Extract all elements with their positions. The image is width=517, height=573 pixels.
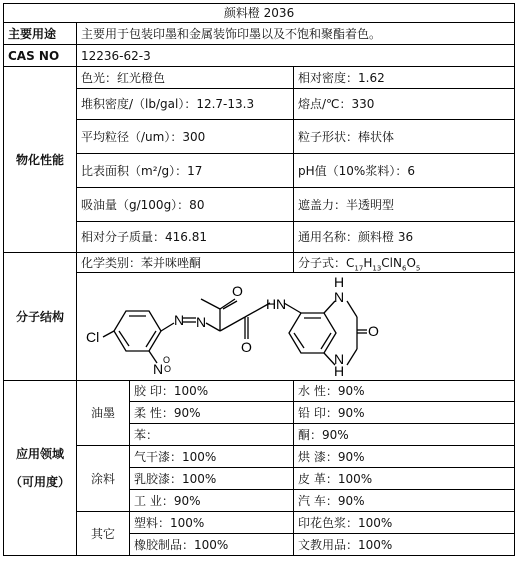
app-item: 橡胶制品：100% — [130, 534, 294, 556]
app-item: 柔 性：90% — [130, 402, 294, 424]
applications-label: 应用领域 （可用度） — [4, 381, 77, 556]
app-item: 文教用品：100% — [294, 534, 515, 556]
app-group-coating: 涂料 — [77, 446, 130, 512]
app-group-other: 其它 — [77, 512, 130, 556]
physchem-left: 吸油量（g/100g）：80 — [77, 188, 294, 222]
physchem-left: 平均粒径（/um）：300 — [77, 120, 294, 154]
cas-value: 12236-62-3 — [77, 45, 515, 67]
app-item: 印花色浆：100% — [294, 512, 515, 534]
imidazolone-o-atom: O — [368, 323, 379, 339]
physchem-right: pH值（10%浆料）：6 — [294, 154, 515, 188]
physchem-left: 堆积密度/（lb/gal）：12.7-13.3 — [77, 89, 294, 120]
nitro-o-atom: O — [163, 355, 171, 365]
app-item: 烘 漆：90% — [294, 446, 515, 468]
app-group-ink: 油墨 — [77, 381, 130, 446]
app-item: 苯： — [130, 424, 294, 446]
app-item: 胶 印：100% — [130, 381, 294, 402]
amide-n-atom: N — [276, 296, 287, 312]
physchem-right: 遮盖力：半透明型 — [294, 188, 515, 222]
app-item: 水 性：90% — [294, 381, 515, 402]
structure-label: 分子结构 — [4, 253, 77, 381]
physchem-right: 相对密度：1.62 — [294, 67, 515, 89]
app-item: 酮：90% — [294, 424, 515, 446]
physchem-right: 粒子形状：棒状体 — [294, 120, 515, 154]
table-title: 颜料橙 2036 — [4, 4, 515, 23]
imidazole-n-atom: N — [334, 289, 345, 305]
physchem-left: 色光：红光橙色 — [77, 67, 294, 89]
app-item: 塑料：100% — [130, 512, 294, 534]
molecular-structure-diagram — [77, 273, 513, 377]
imidazole-h-atom: H — [334, 363, 345, 377]
physchem-right: 通用名称：颜料橙 36 — [294, 222, 515, 253]
uses-value: 主要用于包装印墨和金属装饰印墨以及不饱和聚酯着色。 — [77, 23, 515, 45]
azo-n-atom: N — [196, 314, 207, 330]
azo-n-atom: N — [174, 312, 185, 328]
app-item: 乳胶漆：100% — [130, 468, 294, 490]
nitro-o-atom: O — [164, 364, 172, 374]
nitro-n-atom: N — [153, 361, 164, 377]
cl-atom: Cl — [86, 329, 100, 345]
molecular-formula: 分子式：$C_{17}H_{13}ClN_6O_5$ — [294, 253, 515, 273]
acetyl-o-atom: O — [232, 283, 243, 299]
imidazole-n-atom: N — [334, 351, 345, 367]
app-item: 工 业：90% — [130, 490, 294, 512]
app-item: 皮 革：100% — [294, 468, 515, 490]
cas-label: CAS NO — [4, 45, 77, 67]
app-item: 铅 印：90% — [294, 402, 515, 424]
physchem-right: 熔点/℃：330 — [294, 89, 515, 120]
imidazole-h-atom: H — [334, 274, 345, 290]
app-item: 气干漆：100% — [130, 446, 294, 468]
physchem-label: 物化性能 — [4, 67, 77, 253]
app-item: 汽 车：90% — [294, 490, 515, 512]
amide-o-atom: O — [241, 339, 252, 355]
physchem-left: 比表面积（m²/g）：17 — [77, 154, 294, 188]
pigment-spec-table — [3, 3, 515, 556]
physchem-left: 相对分子质量：416.81 — [77, 222, 294, 253]
chem-class: 化学类别：苯并咪唑酮 — [77, 253, 294, 273]
amide-h-atom: H — [266, 296, 277, 312]
uses-label: 主要用途 — [4, 23, 77, 45]
structure-diagram-cell — [77, 273, 515, 381]
